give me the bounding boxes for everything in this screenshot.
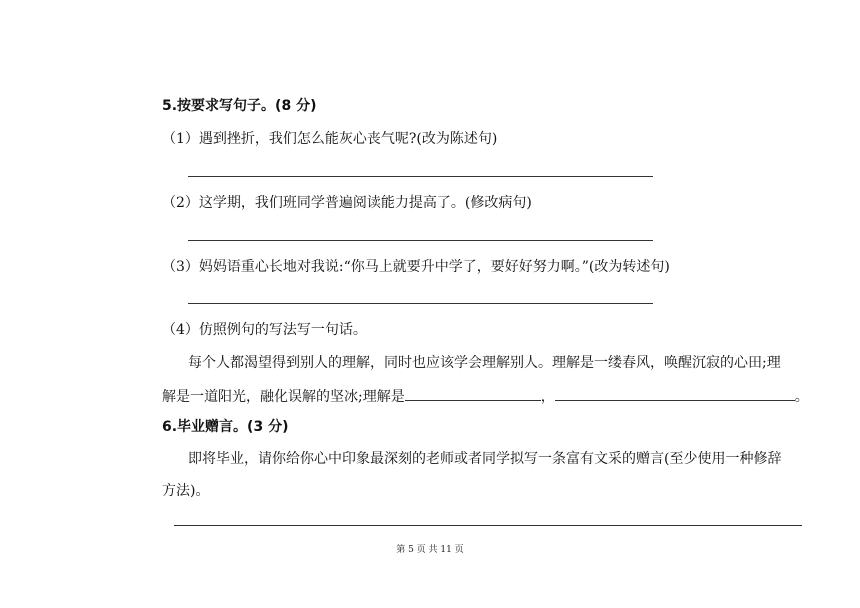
q6-answer-line[interactable]: [174, 525, 802, 526]
q5-example-line-2-text: 解是一道阳光，融化误解的坚冰;理解是: [162, 389, 405, 405]
question-5-heading: 5.按要求写句子。(8 分): [162, 98, 317, 114]
q5-example-line-2: [162, 386, 809, 406]
q5-item-3-answer-line[interactable]: [188, 303, 653, 304]
q5-example-comma: ，: [540, 389, 555, 405]
q6-text-line-1: 即将毕业，请你给你心中印象最深刻的老师或者同学拟写一条富有文采的赠言(至少使用一种修辞: [188, 451, 782, 467]
question-6-heading: 6.毕业赠言。(3 分): [162, 419, 289, 435]
q5-example-period: 。: [794, 389, 809, 405]
q6-text-line-2: 方法)。: [162, 483, 210, 499]
q5-fill-blank-2[interactable]: [555, 386, 795, 401]
q5-item-1: （1）遇到挫折，我们怎么能灰心丧气呢?(改为陈述句): [162, 131, 498, 147]
q5-fill-blank-1[interactable]: [405, 386, 541, 401]
q5-item-2-answer-line[interactable]: [188, 240, 653, 241]
page-footer: 第 5 页 共 11 页: [396, 545, 464, 555]
q5-item-1-answer-line[interactable]: [188, 176, 653, 177]
q5-item-4: （4）仿照例句的写法写一句话。: [162, 322, 367, 338]
q5-item-2: （2）这学期，我们班同学普遍阅读能力提高了。(修改病句): [162, 195, 532, 211]
q5-example-line-1: 每个人都渴望得到别人的理解，同时也应该学会理解别人。理解是一缕春风，唤醒沉寂的心田;理: [188, 355, 781, 371]
q5-item-3: （3）妈妈语重心长地对我说:“你马上就要升中学了，要好好努力啊。”(改为转述句): [162, 259, 670, 275]
